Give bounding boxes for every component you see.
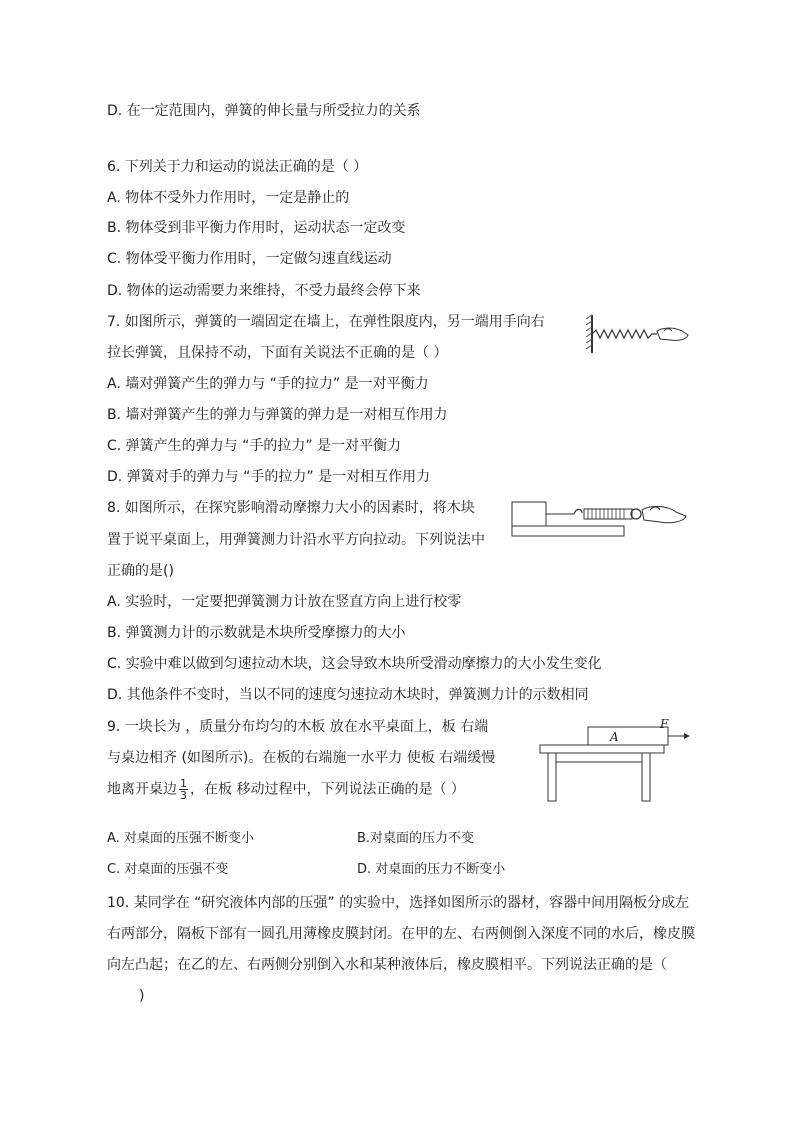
question-6-stem: 6. 下列关于力和运动的说法正确的是（ ）	[107, 159, 368, 175]
question-8-option-d: D. 其他条件不变时，当以不同的速度匀速拉动木块时，弹簧测力计的示数相同	[107, 687, 589, 703]
question-7-option-a: A. 墙对弹簧产生的弹力与 “手的拉力” 是一对平衡力	[107, 376, 429, 392]
question-7-stem-line2: 拉长弹簧，且保持不动，下面有关说法不正确的是（ ）	[107, 345, 448, 361]
question-7-stem-line1: 7. 如图所示，弹簧的一端固定在墙上，在弹性限度内，另一端用手向右	[107, 314, 545, 330]
question-6-option-a: A. 物体不受外力作用时，一定是静止的	[107, 190, 350, 206]
question-10-stem-line3: 向左凸起；在乙的左、右两侧分别倒入水和某种液体后，橡皮膜相平。下列说法正确的是（	[107, 957, 667, 973]
fraction-denominator: 3	[180, 789, 187, 802]
question-9-option-b: B.对桌面的压力不变	[357, 831, 475, 846]
table-board-figure	[538, 716, 694, 804]
question-8-option-b: B. 弹簧测力计的示数就是木块所受摩擦力的大小	[107, 625, 406, 641]
question-9-option-d: D. 对桌面的压力不断变小	[357, 862, 506, 877]
question-10-stem-line1: 10. 某同学在 “研究液体内部的压强” 的实验中，选择如图所示的器材，容器中间用隔板分成左	[107, 895, 690, 911]
question-8-option-a: A. 实验时，一定要把弹簧测力计放在竖直方向上进行校零	[107, 594, 462, 610]
question-7-option-b: B. 墙对弹簧产生的弹力与弹簧的弹力是一对相互作用力	[107, 407, 448, 423]
question-6-option-d: D. 物体的运动需要力来维持，不受力最终会停下来	[107, 283, 421, 299]
question-7-option-d: D. 弹簧对手的弹力与 “手的拉力” 是一对相互作用力	[107, 469, 431, 485]
question-8-stem-line3: 正确的是()	[107, 563, 174, 579]
question-9-option-c: C. 对桌面的压强不变	[107, 862, 229, 877]
question-7-option-c: C. 弹簧产生的弹力与 “手的拉力” 是一对平衡力	[107, 438, 402, 454]
line-q5-option-d: D. 在一定范围内，弹簧的伸长量与所受拉力的关系	[107, 103, 421, 119]
board-label: A	[610, 730, 619, 744]
question-9-line3-end: ，在板 移动过程中，下列说法正确的是（ ）	[190, 781, 465, 798]
question-9-stem-line3	[107, 778, 465, 801]
question-9-option-a: A. 对桌面的压强不断变小	[107, 831, 254, 846]
force-label: F	[660, 717, 669, 731]
friction-experiment-figure	[510, 500, 692, 542]
question-8-stem-line2: 置于说平桌面上，用弹簧测力计沿水平方向拉动。下列说法中	[107, 532, 485, 548]
question-9-stem-line2: 与桌边相齐 (如图所示)。在板的右端施一水平力 使板 右端缓慢	[107, 750, 496, 766]
question-9-stem-line1: 9. 一块长为 ，质量分布均匀的木板 放在水平桌面上，板 右端	[107, 719, 489, 735]
fraction-numerator: 1	[180, 777, 187, 790]
question-6-option-b: B. 物体受到非平衡力作用时，运动状态一定改变	[107, 220, 406, 236]
question-8-stem-line1: 8. 如图所示，在探究影响滑动摩擦力大小的因素时，将木块	[107, 500, 475, 516]
fraction-one-third	[179, 778, 188, 801]
question-6-option-c: C. 物体受平衡力作用时，一定做匀速直线运动	[107, 251, 392, 267]
question-9-line3-start: 地离开桌边	[107, 781, 177, 798]
spring-wall-figure	[582, 313, 692, 355]
question-10-stem-line2: 右两部分，隔板下部有一圆孔用薄橡皮膜封闭。在甲的左、右两侧倒入深度不同的水后，橡皮膜	[107, 926, 695, 942]
question-10-stem-line4: )	[139, 988, 145, 1004]
question-8-option-c: C. 实验中难以做到匀速拉动木块，这会导致木块所受滑动摩擦力的大小发生变化	[107, 656, 602, 672]
